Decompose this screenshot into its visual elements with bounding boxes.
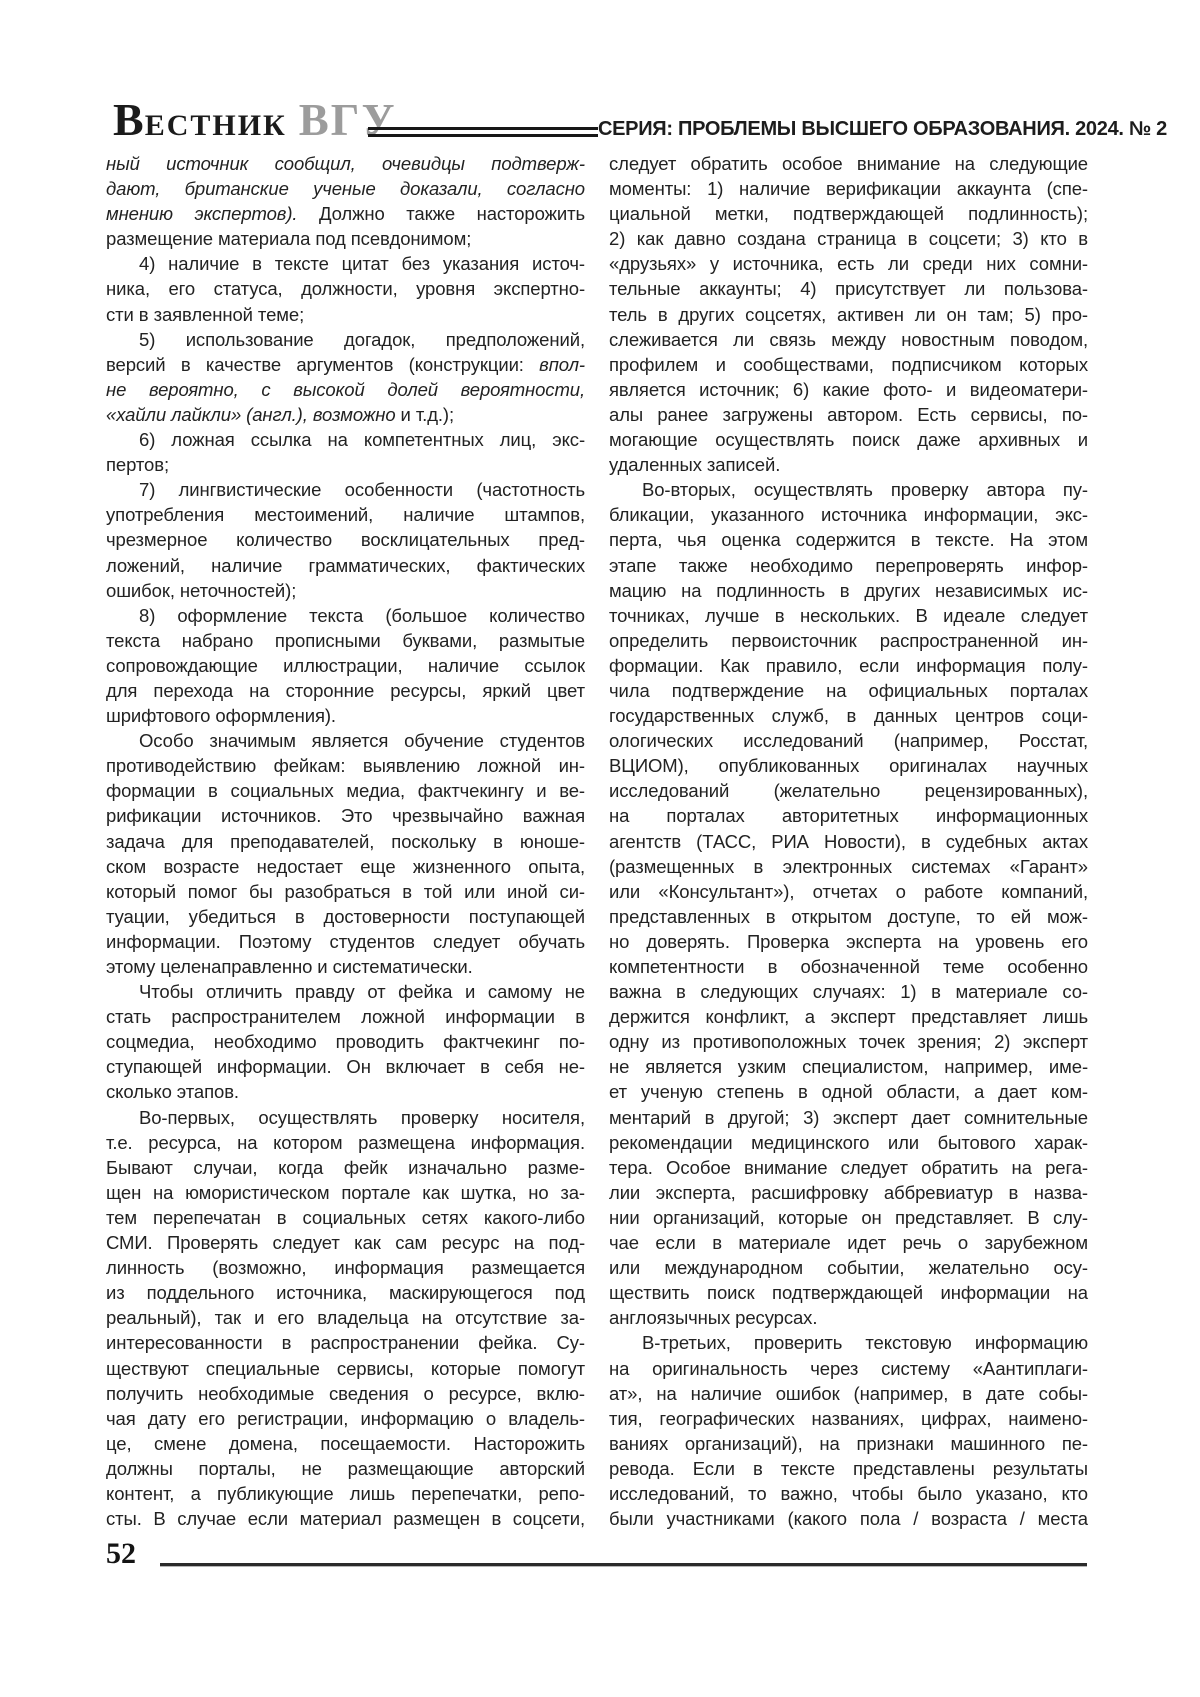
text-segment: 6) ложная ссылка на компетентных лиц, экс- bbox=[139, 429, 585, 451]
text-segment: противодействию фейкам: выявлению ложной ин- bbox=[106, 755, 585, 777]
text-line bbox=[106, 628, 585, 653]
text-segment: этому целенаправленно и систематически. bbox=[106, 956, 473, 977]
text-line bbox=[106, 1230, 585, 1255]
text-segment: держится конфликт, а эксперт представляет лишь bbox=[609, 1006, 1088, 1028]
text-line bbox=[609, 527, 1088, 552]
italic-text-segment: впол- bbox=[539, 353, 585, 375]
text-line bbox=[106, 427, 585, 452]
text-line bbox=[106, 703, 585, 728]
text-line bbox=[106, 452, 585, 477]
text-line bbox=[609, 979, 1088, 1004]
text-line bbox=[609, 678, 1088, 703]
text-segment: рекомендации медицинского или бытового харак- bbox=[609, 1131, 1088, 1153]
text-segment: 8) оформление текста (большое количество bbox=[139, 604, 585, 626]
text-line bbox=[106, 1381, 585, 1406]
italic-text-segment: мнению экспертов). bbox=[106, 203, 319, 225]
text-line bbox=[609, 1330, 1088, 1355]
text-segment: циальной метки, подтверждающей подлинность); bbox=[609, 203, 1088, 225]
text-line bbox=[609, 377, 1088, 402]
text-segment: удаленных записей. bbox=[609, 454, 781, 476]
text-segment: были участниками (какого пола / возраста / места bbox=[609, 1508, 1088, 1530]
text-line bbox=[609, 728, 1088, 753]
text-line bbox=[106, 829, 585, 854]
text-segment: тель в других соцсетях, активен ли он там; 5) про- bbox=[609, 303, 1088, 325]
text-line bbox=[106, 1130, 585, 1155]
text-segment: Бывают случаи, когда фейк изначально разме- bbox=[106, 1156, 585, 1178]
text-segment: 2) как давно создана страница в соцсети; 3) кто в bbox=[609, 228, 1088, 250]
text-line bbox=[609, 1305, 1088, 1330]
right-text-column bbox=[609, 151, 1088, 1531]
text-segment: ложений, наличие грамматических, фактических bbox=[106, 554, 585, 576]
text-segment: тем перепечатан в социальных сетях какого-либо bbox=[106, 1206, 585, 1228]
text-line bbox=[106, 201, 585, 226]
text-line bbox=[609, 1431, 1088, 1456]
text-line bbox=[106, 1180, 585, 1205]
text-segment: сти в заявленной теме; bbox=[106, 303, 305, 325]
text-segment: Чтобы отличить правду от фейка и самому не bbox=[139, 981, 585, 1003]
text-segment: це, смене домена, посещаемости. Насторожить bbox=[106, 1432, 585, 1454]
text-line bbox=[106, 1280, 585, 1305]
text-segment: англоязычных ресурсах. bbox=[609, 1307, 818, 1329]
text-line bbox=[106, 1205, 585, 1230]
text-line bbox=[609, 226, 1088, 251]
text-segment: ет ученую степень в одной области, а дает ком- bbox=[609, 1081, 1088, 1103]
text-line bbox=[609, 151, 1088, 176]
text-segment: или международном событии, желательно осу- bbox=[609, 1257, 1088, 1279]
text-line bbox=[609, 1105, 1088, 1130]
text-segment: чае если в материале идет речь о зарубежном bbox=[609, 1232, 1088, 1254]
text-line bbox=[609, 1004, 1088, 1029]
left-text-column bbox=[106, 151, 585, 1531]
text-line bbox=[106, 803, 585, 828]
text-line bbox=[106, 1029, 585, 1054]
text-segment: ошибок, неточностей); bbox=[106, 579, 297, 601]
text-segment: мацию на подлинность в других независимых ис- bbox=[609, 579, 1088, 601]
text-line bbox=[609, 1456, 1088, 1481]
text-line bbox=[609, 1255, 1088, 1280]
text-line bbox=[609, 753, 1088, 778]
text-line bbox=[106, 954, 585, 979]
footer-rule bbox=[160, 1563, 1087, 1567]
text-line bbox=[106, 578, 585, 603]
text-line bbox=[609, 1205, 1088, 1230]
text-segment: СМИ. Проверять следует как сам ресурс на под- bbox=[106, 1232, 585, 1254]
text-segment: версий в качестве аргументов (конструкции: bbox=[106, 353, 540, 375]
text-segment: профилем и сообществами, подписчиком которых bbox=[609, 353, 1088, 375]
text-segment: ревода. Если в тексте представлены результаты bbox=[609, 1457, 1088, 1479]
text-segment: стать распространителем ложной информации в bbox=[106, 1006, 585, 1028]
text-segment: ника, его статуса, должности, уровня экспертно- bbox=[106, 278, 585, 300]
text-segment: тера. Особое внимание следует обратить на рега- bbox=[609, 1156, 1088, 1178]
text-line bbox=[609, 854, 1088, 879]
text-segment: нии организаций, которые он представляет. В слу- bbox=[609, 1206, 1088, 1228]
text-segment: моменты: 1) наличие верификации аккаунта (спе- bbox=[609, 178, 1088, 200]
text-segment: задача для преподавателей, поскольку в юноше- bbox=[106, 830, 585, 852]
text-line bbox=[106, 1305, 585, 1330]
text-segment: В-третьих, проверить текстовую информацию bbox=[642, 1332, 1088, 1354]
text-line bbox=[106, 1054, 585, 1079]
text-line bbox=[609, 1481, 1088, 1506]
text-segment: соцмедиа, необходимо проводить фактчекинг по- bbox=[106, 1031, 585, 1053]
text-segment: могающие осуществлять поиск даже архивных и bbox=[609, 429, 1088, 451]
text-segment: определить первоисточник распространенной ин- bbox=[609, 629, 1088, 651]
text-segment: линность (возможно, информация размещается bbox=[106, 1257, 585, 1279]
text-line bbox=[106, 753, 585, 778]
text-line bbox=[609, 1381, 1088, 1406]
text-segment: на порталах авторитетных информационных bbox=[609, 805, 1088, 827]
text-segment: тия, географических названиях, цифрах, наимено- bbox=[609, 1407, 1088, 1429]
text-line bbox=[106, 1456, 585, 1481]
text-line bbox=[609, 879, 1088, 904]
text-segment: точниках, лучше в нескольких. В идеале следует bbox=[609, 604, 1088, 626]
italic-text-segment: ный источник сообщил, очевидцы подтверж- bbox=[106, 153, 585, 174]
text-line bbox=[609, 954, 1088, 979]
text-segment: 4) наличие в тексте цитат без указания источ- bbox=[139, 253, 585, 275]
text-segment: туации, убедиться в достоверности поступающей bbox=[106, 905, 585, 927]
page-number: 52 bbox=[106, 1537, 136, 1570]
journal-masthead bbox=[113, 94, 397, 145]
text-line bbox=[609, 1506, 1088, 1531]
text-line bbox=[106, 502, 585, 527]
text-segment: важна в следующих случаях: 1) в материале со- bbox=[609, 981, 1088, 1003]
text-segment: перта, чья оценка содержится в тексте. На этом bbox=[609, 529, 1088, 551]
text-line bbox=[609, 201, 1088, 226]
text-line bbox=[106, 251, 585, 276]
text-line bbox=[609, 653, 1088, 678]
text-segment: шрифтового оформления). bbox=[106, 705, 336, 727]
italic-text-segment: дают, британские ученые доказали, согласно bbox=[106, 178, 585, 200]
text-line bbox=[106, 1330, 585, 1355]
text-line bbox=[609, 1155, 1088, 1180]
text-segment: ментарий в другой; 3) эксперт дает сомнительные bbox=[609, 1106, 1088, 1128]
text-segment: но доверять. Проверка эксперта на уровень его bbox=[609, 930, 1088, 952]
text-line bbox=[106, 1155, 585, 1180]
text-segment: агентств (ТАСС, РИА Новости), в судебных актах bbox=[609, 830, 1088, 852]
text-segment: Во-вторых, осуществлять проверку автора пу- bbox=[642, 479, 1088, 501]
text-line bbox=[609, 1406, 1088, 1431]
text-line bbox=[609, 803, 1088, 828]
text-line bbox=[106, 377, 585, 402]
text-line bbox=[609, 578, 1088, 603]
text-segment: и т.д.); bbox=[395, 403, 455, 425]
text-line bbox=[609, 778, 1088, 803]
text-segment: щен на юмористическом портале как шутка, но за- bbox=[106, 1181, 585, 1203]
text-line bbox=[609, 1054, 1088, 1079]
text-line bbox=[106, 904, 585, 929]
text-segment: реальный), так и его владельца на отсутствие за- bbox=[106, 1307, 585, 1329]
text-segment: исследований (желательно рецензированных), bbox=[609, 780, 1088, 802]
text-line bbox=[106, 553, 585, 578]
text-line bbox=[609, 1280, 1088, 1305]
text-line bbox=[609, 176, 1088, 201]
italic-text-segment: «хайли лайкли» (англ.), возможно bbox=[106, 403, 396, 425]
text-line bbox=[609, 302, 1088, 327]
text-segment: который помог бы разобраться в той или иной си- bbox=[106, 880, 585, 902]
text-segment: размещение материала под псевдонимом; bbox=[106, 228, 472, 250]
text-segment: рификации источников. Это чрезвычайно важная bbox=[106, 805, 585, 827]
text-segment: слеживается ли связь между новостным поводом, bbox=[609, 328, 1088, 350]
text-line bbox=[106, 1004, 585, 1029]
text-line bbox=[106, 1506, 585, 1531]
text-segment: одну из противоположных точек зрения; 2) эксперт bbox=[609, 1031, 1088, 1053]
text-line bbox=[106, 1255, 585, 1280]
text-segment: Должно также насторожить bbox=[319, 203, 585, 225]
text-segment: Особо значимым является обучение студентов bbox=[139, 730, 585, 752]
text-line bbox=[609, 829, 1088, 854]
text-segment: интересованности в распространении фейка. Су- bbox=[106, 1332, 585, 1354]
text-segment: или «Консультант»), отчетах о работе компаний, bbox=[609, 880, 1088, 902]
masthead-double-rule bbox=[368, 127, 598, 137]
text-segment: сколько этапов. bbox=[106, 1081, 239, 1103]
text-line bbox=[609, 1029, 1088, 1054]
text-line bbox=[106, 678, 585, 703]
text-line bbox=[609, 1130, 1088, 1155]
text-line bbox=[609, 929, 1088, 954]
text-line bbox=[106, 979, 585, 1004]
italic-text-segment: не вероятно, с высокой долей вероятности, bbox=[106, 378, 585, 400]
text-segment: формации. Как правило, если информация полу- bbox=[609, 654, 1088, 676]
text-line bbox=[609, 1079, 1088, 1104]
text-segment: не является узким специалистом, например, име- bbox=[609, 1056, 1088, 1078]
text-line bbox=[106, 1356, 585, 1381]
text-line bbox=[609, 553, 1088, 578]
text-line bbox=[106, 728, 585, 753]
text-line bbox=[106, 302, 585, 327]
text-segment: контент, а публикующие лишь перепечатки, репо- bbox=[106, 1482, 585, 1504]
text-line bbox=[609, 452, 1088, 477]
text-segment: чая дату его регистрации, информацию о владель- bbox=[106, 1407, 585, 1429]
text-line bbox=[106, 879, 585, 904]
text-line bbox=[609, 276, 1088, 301]
text-segment: 7) лингвистические особенности (частотность bbox=[139, 479, 585, 501]
text-line bbox=[106, 151, 585, 176]
text-line bbox=[106, 527, 585, 552]
text-line bbox=[609, 1180, 1088, 1205]
text-line bbox=[106, 226, 585, 251]
text-line bbox=[609, 703, 1088, 728]
text-segment: употребления местоимений, наличие штампов, bbox=[106, 504, 585, 526]
text-line bbox=[106, 778, 585, 803]
text-segment: чрезмерное количество восклицательных пред- bbox=[106, 529, 585, 551]
text-segment: компетентности в обозначенной теме особенно bbox=[609, 956, 1088, 977]
text-segment: информации. Поэтому студентов следует обучать bbox=[106, 930, 585, 952]
text-segment: текста набрано прописными буквами, размытые bbox=[106, 629, 585, 651]
text-line bbox=[106, 1406, 585, 1431]
text-segment: формации в социальных медиа, фактчекингу и ве- bbox=[106, 780, 585, 802]
text-segment: на оригинальность через систему «Аантиплаги- bbox=[609, 1357, 1088, 1379]
text-line bbox=[106, 854, 585, 879]
text-segment: получить необходимые сведения о ресурсе, вклю- bbox=[106, 1382, 585, 1404]
text-line bbox=[106, 1105, 585, 1130]
text-line bbox=[609, 352, 1088, 377]
text-segment: ат», на наличие ошибок (например, в дате собы- bbox=[609, 1382, 1088, 1404]
text-line bbox=[106, 1481, 585, 1506]
text-segment: пертов; bbox=[106, 454, 170, 476]
text-line bbox=[106, 352, 585, 377]
text-segment: тельные аккаунты; 4) присутствует ли пользова- bbox=[609, 278, 1088, 300]
text-segment: должны порталы, не размещающие авторский bbox=[106, 1457, 585, 1479]
text-segment: ступающей информации. Он включает в себя не- bbox=[106, 1056, 585, 1078]
text-segment: исследований, то важно, чтобы было указано, кто bbox=[609, 1482, 1088, 1504]
text-line bbox=[106, 1079, 585, 1104]
text-line bbox=[609, 1356, 1088, 1381]
text-segment: следует обратить особое внимание на следующие bbox=[609, 153, 1088, 174]
text-segment: этапе также необходимо перепроверять инфор- bbox=[609, 554, 1088, 576]
text-line bbox=[609, 628, 1088, 653]
text-line bbox=[609, 402, 1088, 427]
text-line bbox=[106, 477, 585, 502]
text-segment: ском возрасте недостает еще жизненного опыта, bbox=[106, 855, 585, 877]
text-line bbox=[609, 1230, 1088, 1255]
text-line bbox=[106, 402, 585, 427]
text-line bbox=[106, 929, 585, 954]
logo-initial-letter: В bbox=[113, 94, 145, 145]
text-line bbox=[609, 502, 1088, 527]
text-segment: бликации, указанного источника информации, экс- bbox=[609, 504, 1088, 526]
text-segment: государственных служб, в данных центров соци- bbox=[609, 705, 1088, 727]
text-line bbox=[106, 603, 585, 628]
series-caption: СЕРИЯ: ПРОБЛЕМЫ ВЫСШЕГО ОБРАЗОВАНИЯ. 2024. № 2 bbox=[598, 118, 1167, 140]
text-line bbox=[106, 176, 585, 201]
text-segment: Во-первых, осуществлять проверку носителя, bbox=[139, 1106, 585, 1128]
text-line bbox=[106, 276, 585, 301]
text-segment: алы ранее загружены автором. Есть сервисы, по- bbox=[609, 403, 1088, 425]
text-segment: сопровождающие иллюстрации, наличие ссылок bbox=[106, 654, 585, 676]
text-segment: ществить поиск подтверждающей информации на bbox=[609, 1282, 1088, 1304]
logo-title-rest: ЕСТНИК bbox=[144, 109, 287, 142]
text-segment: т.е. ресурса, на котором размещена информация. bbox=[106, 1131, 585, 1153]
text-segment: (размещенных в электронных системах «Гарант» bbox=[609, 855, 1088, 877]
text-line bbox=[609, 427, 1088, 452]
text-line bbox=[609, 603, 1088, 628]
text-segment: 5) использование догадок, предположений, bbox=[139, 328, 585, 350]
text-segment: чила подтверждение на официальных порталах bbox=[609, 679, 1088, 701]
text-segment: ологических исследований (например, Росстат, bbox=[609, 730, 1088, 752]
text-line bbox=[106, 327, 585, 352]
text-segment: «друзьях» у источника, есть ли среди них сомни- bbox=[609, 253, 1088, 275]
text-segment: является источник; 6) какие фото- и видеоматери- bbox=[609, 378, 1088, 400]
text-line bbox=[609, 251, 1088, 276]
text-segment: лии эксперта, расшифровку аббревиатур в назва- bbox=[609, 1181, 1088, 1203]
text-segment: для перехода на сторонние ресурсы, яркий цвет bbox=[106, 679, 585, 701]
text-segment: ВЦИОМ), опубликованных оригиналах научных bbox=[609, 755, 1088, 777]
text-segment: представленных в открытом доступе, то ей мож- bbox=[609, 905, 1088, 927]
text-segment: ществуют специальные сервисы, которые помогут bbox=[106, 1357, 585, 1379]
text-line bbox=[609, 477, 1088, 502]
text-line bbox=[106, 653, 585, 678]
logo-university-abbr: ВГУ bbox=[298, 95, 397, 145]
text-line bbox=[106, 1431, 585, 1456]
text-line bbox=[609, 904, 1088, 929]
text-segment: из поддельного источника, маскирующегося под bbox=[106, 1282, 585, 1304]
text-line bbox=[609, 327, 1088, 352]
text-segment: сты. В случае если материал размещен в соцсети, bbox=[106, 1508, 585, 1530]
text-segment: ваниях организаций), на признаки машинного пе- bbox=[609, 1432, 1088, 1454]
